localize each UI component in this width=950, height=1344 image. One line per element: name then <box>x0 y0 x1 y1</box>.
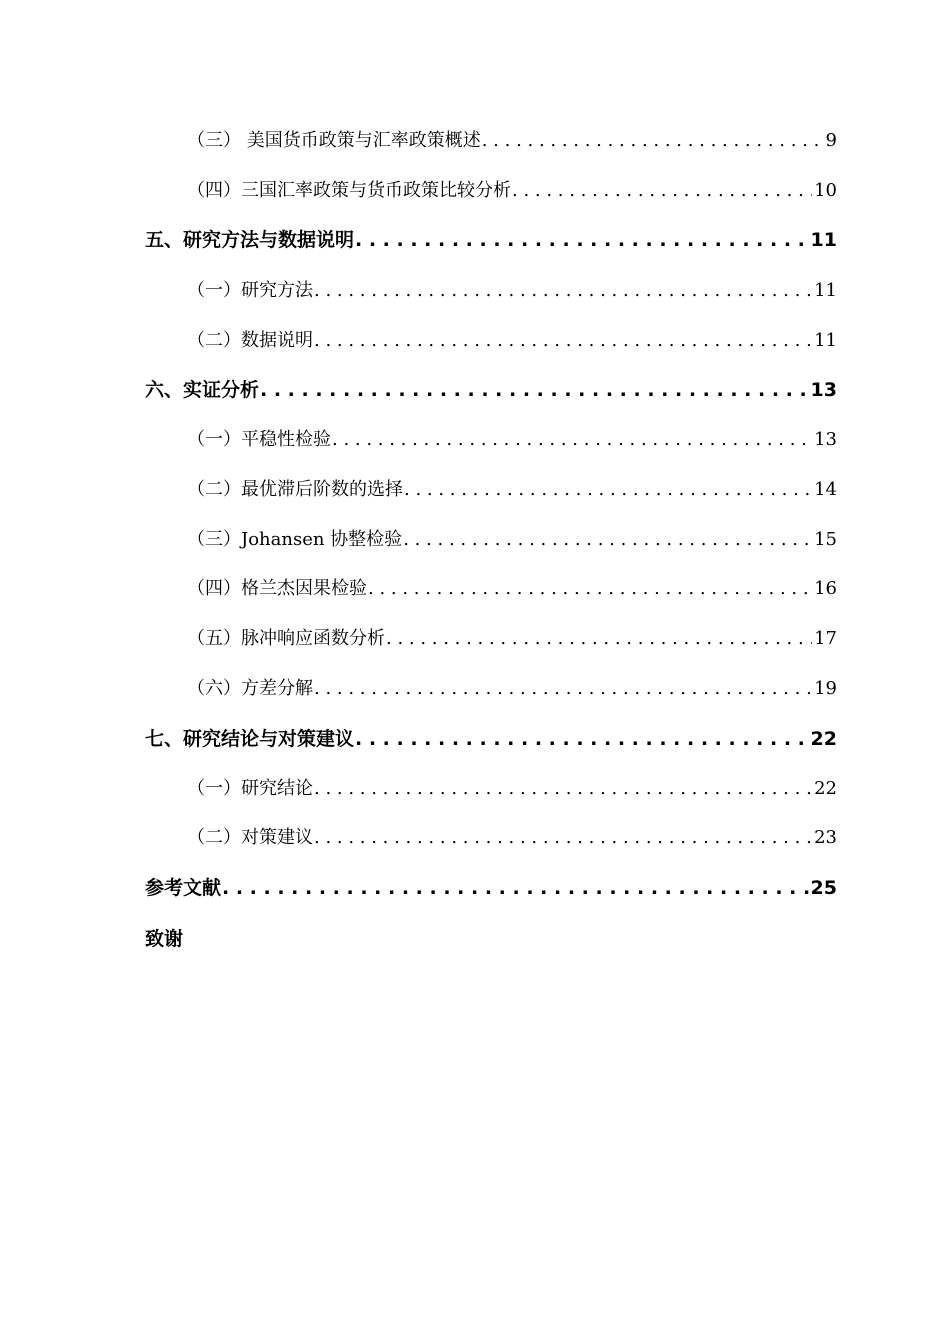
toc-entry-chapter-7[interactable] <box>145 724 837 754</box>
toc-entry-references[interactable] <box>145 873 837 903</box>
toc-leader-dots <box>512 176 812 206</box>
toc-entry-research-conclusions[interactable] <box>187 774 837 804</box>
toc-entry-title: 致谢 <box>145 928 184 950</box>
toc-entry-page: 15 <box>814 529 837 550</box>
toc-entry-granger-test[interactable] <box>187 574 837 604</box>
toc-entry-page: 19 <box>814 678 837 699</box>
toc-entry-title: （一）研究结论 <box>187 778 313 799</box>
toc-entry-policy-suggestions[interactable] <box>187 823 837 853</box>
toc-entry-impulse-response[interactable] <box>187 624 837 654</box>
toc-entry-title: （三） 美国货币政策与汇率政策概述 <box>187 130 481 151</box>
toc-entry-page: 9 <box>825 130 837 151</box>
toc-entry-data-description[interactable] <box>187 326 837 356</box>
toc-entry-page: 13 <box>814 429 837 450</box>
toc-entry-variance-decomposition[interactable] <box>187 674 837 704</box>
toc-entry-page: 11 <box>810 229 837 251</box>
toc-entry-us-policy-overview[interactable] <box>187 126 837 156</box>
toc-entry-page: 10 <box>814 180 837 201</box>
toc-entry-page: 11 <box>814 330 837 351</box>
toc-entry-title: （一）研究方法 <box>187 280 313 301</box>
toc-leader-dots <box>314 774 812 804</box>
toc-entry-title: 七、研究结论与对策建议 <box>145 728 355 750</box>
toc-leader-dots <box>368 574 812 604</box>
toc-entry-title: （四）格兰杰因果检验 <box>187 578 367 599</box>
toc-entry-title: （一）平稳性检验 <box>187 429 331 450</box>
toc-entry-title: （四）三国汇率政策与货币政策比较分析 <box>187 180 511 201</box>
toc-leader-dots <box>314 823 812 853</box>
toc-entry-page: 17 <box>814 628 837 649</box>
toc-leader-dots <box>260 375 809 405</box>
toc-entry-title: （三）Johansen 协整检验 <box>187 529 403 550</box>
toc-entry-stationarity-test[interactable] <box>187 425 837 455</box>
toc-entry-title: 五、研究方法与数据说明 <box>145 229 355 251</box>
toc-entry-title: 参考文献 <box>145 877 222 899</box>
toc-entry-three-country-comparison[interactable] <box>187 176 837 206</box>
toc-leader-dots <box>386 624 812 654</box>
toc-entry-title: （五）脉冲响应函数分析 <box>187 628 385 649</box>
toc-entry-title: （二）数据说明 <box>187 330 313 351</box>
toc-leader-dots <box>482 126 824 156</box>
toc-entry-title: 六、实证分析 <box>145 379 260 401</box>
toc-entry-title: （六）方差分解 <box>187 678 313 699</box>
toc-entry-page: 16 <box>814 578 837 599</box>
toc-leader-dots <box>355 724 809 754</box>
toc-leader-dots <box>314 276 812 306</box>
toc-entry-title: （二）最优滞后阶数的选择 <box>187 479 403 500</box>
toc-entry-chapter-5[interactable] <box>145 225 837 255</box>
toc-leader-dots <box>355 225 809 255</box>
toc-entry-optimal-lag[interactable] <box>187 475 837 505</box>
toc-leader-dots <box>404 475 812 505</box>
toc-entry-acknowledgements[interactable] <box>145 924 837 954</box>
toc-entry-title: （二）对策建议 <box>187 827 313 848</box>
toc-entry-page: 13 <box>810 379 837 401</box>
toc-leader-dots <box>314 326 812 356</box>
toc-entry-page: 22 <box>814 778 837 799</box>
toc-entry-page: 25 <box>810 877 837 899</box>
toc-entry-page: 22 <box>810 728 837 750</box>
toc-entry-chapter-6[interactable] <box>145 375 837 405</box>
toc-leader-dots <box>222 873 809 903</box>
toc-leader-dots <box>403 525 812 555</box>
toc-entry-research-methods[interactable] <box>187 276 837 306</box>
toc-leader-dots <box>332 425 812 455</box>
toc-entry-page: 11 <box>814 280 837 301</box>
toc-leader-dots <box>314 674 812 704</box>
toc-entry-page: 23 <box>814 827 837 848</box>
toc-entry-page: 14 <box>814 479 837 500</box>
toc-entry-johansen-test[interactable] <box>187 525 837 555</box>
